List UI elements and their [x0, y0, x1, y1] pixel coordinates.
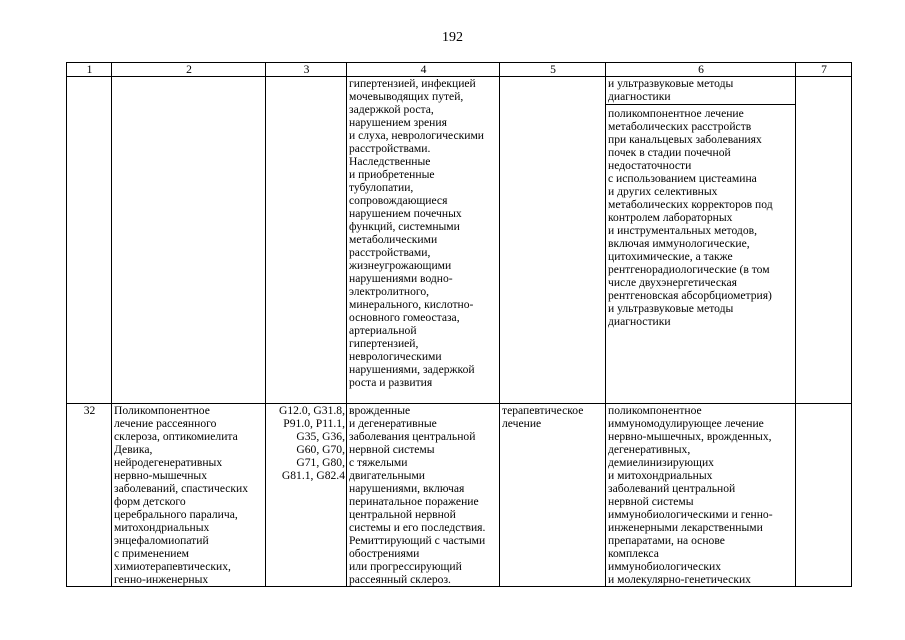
- page-number: 192: [442, 30, 463, 45]
- text-line: иммунобиологическими и генно-: [608, 508, 773, 521]
- text-line: нервно-мышечных: [114, 469, 208, 482]
- text-line: заболеваний, спастических: [114, 482, 249, 495]
- text-line: задержкой роста,: [349, 103, 434, 116]
- text-line: врожденные: [349, 404, 411, 417]
- text-line: G81.1, G82.4: [281, 469, 345, 482]
- text-line: нарушением почечных: [349, 207, 462, 220]
- text-line: Наследственные: [349, 155, 431, 168]
- text-line: рентгеновская абсорбциометрия): [608, 289, 772, 302]
- text-line: недостаточности: [608, 159, 692, 172]
- text-line: включая иммунологические,: [608, 237, 750, 250]
- text-line: Ремиттирующий с частыми: [349, 534, 486, 547]
- text-line: гипертензией, инфекцией: [349, 77, 476, 90]
- text-line: нарушениями, включая: [349, 482, 465, 495]
- text-line: и ультразвуковые методы: [608, 77, 734, 90]
- text-line: нервно-мышечных, врожденных,: [608, 430, 772, 443]
- column-header: 3: [266, 63, 347, 77]
- text-line: и слуха, неврологическими: [349, 129, 485, 142]
- text-line: нарушениями водно-: [349, 272, 453, 285]
- text-line: при канальцевых заболеваниях: [608, 133, 762, 146]
- cell-number: [67, 77, 112, 404]
- text-line: системы и его последствия.: [349, 521, 486, 534]
- text-line: и ультразвуковые методы: [608, 302, 734, 315]
- text-line: метаболическими: [349, 233, 438, 246]
- text-line: митохондриальных: [114, 521, 210, 534]
- text-line: контролем лабораторных: [608, 211, 733, 224]
- continuation-row: [67, 77, 852, 404]
- text-line: церебрального паралича,: [114, 508, 238, 521]
- text-line: гипертензией,: [349, 337, 419, 350]
- text-line: нервной системы: [349, 443, 435, 456]
- text-line: инженерными лекарственными: [608, 521, 763, 534]
- text-line: метаболических корректоров под: [608, 198, 773, 211]
- cell-cost: [796, 404, 852, 587]
- cell-patient-model: [347, 77, 500, 404]
- text-line: функций, системными: [349, 220, 460, 233]
- text-line: и дегенеративные: [349, 417, 437, 430]
- text-line: или прогрессирующий: [349, 560, 462, 573]
- text-line: и инструментальных методов,: [608, 224, 757, 237]
- text-line: неврологическими: [349, 350, 442, 363]
- text-line: нервной системы: [608, 495, 694, 508]
- text-line: двигательными: [349, 469, 425, 482]
- cell-treatment-name: [112, 77, 266, 404]
- row-number: 32: [67, 404, 112, 587]
- text-line: перинатальное поражение: [349, 495, 479, 508]
- text-line: тубулопатии,: [349, 181, 414, 194]
- text-line: нарушениями, задержкой: [349, 363, 475, 376]
- cell-icd-codes: [266, 77, 347, 404]
- top-scan-edge: [0, 0, 905, 1]
- text-line: артериальной: [349, 324, 417, 337]
- column-header: 5: [500, 63, 606, 77]
- text-line: числе двухэнергетическая: [608, 276, 737, 289]
- text-line: демиелинизирующих: [608, 456, 714, 469]
- text-line: G60, G70,: [296, 443, 345, 456]
- text-line: G35, G36,: [296, 430, 345, 443]
- column-header: 4: [347, 63, 500, 77]
- text-line: склероза, оптикомиелита: [114, 430, 238, 443]
- cell-treatment-type: [500, 77, 606, 404]
- text-line: Девика,: [114, 443, 153, 456]
- text-line: с применением: [114, 547, 189, 560]
- text-line: G71, G80,: [296, 456, 345, 469]
- text-line: лечение: [502, 417, 542, 430]
- method-text: [608, 107, 794, 328]
- text-line: мочевыводящих путей,: [349, 90, 464, 103]
- text-line: иммуномодулирующее лечение: [608, 417, 764, 430]
- text-line: иммунобиологических: [608, 560, 722, 573]
- cell-treatment-method: [606, 77, 796, 404]
- text-line: и приобретенные: [349, 168, 435, 181]
- text-line: G12.0, G31.8,: [278, 404, 345, 417]
- previous-method-tail: [606, 77, 795, 105]
- text-line: дегенеративных,: [608, 443, 691, 456]
- text-line: Поликомпонентное: [114, 404, 210, 417]
- text-line: роста и развития: [349, 376, 433, 389]
- column-header: 2: [112, 63, 266, 77]
- text-line: рассеянный склероз.: [349, 573, 451, 586]
- cell-treatment-method: [606, 404, 796, 587]
- text-line: поликомпонентное лечение: [608, 107, 744, 120]
- cell-treatment-type: [500, 404, 606, 587]
- cell-patient-model: [347, 404, 500, 587]
- text-line: диагностики: [608, 90, 671, 103]
- text-line: заболевания центральной: [349, 430, 476, 443]
- column-header: 1: [67, 63, 112, 77]
- text-line: жизнеугрожающими: [349, 259, 452, 272]
- text-line: основного гомеостаза,: [349, 311, 460, 324]
- text-line: с использованием цистеамина: [608, 172, 757, 185]
- text-line: обострениями: [349, 547, 420, 560]
- text-line: и молекулярно-генетических: [608, 573, 751, 586]
- column-number-header-row: [67, 63, 852, 77]
- text-line: сопровождающиеся: [349, 194, 448, 207]
- text-line: P91.0, P11.1,: [283, 417, 345, 430]
- text-line: энцефаломиопатий: [114, 534, 209, 547]
- text-line: терапевтическое: [502, 404, 584, 417]
- text-line: лечение рассеянного: [114, 417, 217, 430]
- text-line: генно-инженерных: [114, 573, 209, 586]
- table-row-32: [67, 404, 852, 587]
- text-line: электролитного,: [349, 285, 430, 298]
- text-line: расстройствами,: [349, 246, 431, 259]
- text-line: форм детского: [114, 495, 186, 508]
- cell-cost: [796, 77, 852, 404]
- text-line: и других селективных: [608, 185, 718, 198]
- text-line: почек в стадии почечной: [608, 146, 731, 159]
- text-line: поликомпонентное: [608, 404, 702, 417]
- text-line: нейродегенеративных: [114, 456, 223, 469]
- text-line: заболеваний центральной: [608, 482, 736, 495]
- text-line: химиотерапевтических,: [114, 560, 231, 573]
- text-line: и митохондриальных: [608, 469, 713, 482]
- text-line: препаратами, на основе: [608, 534, 725, 547]
- column-header: 6: [606, 63, 796, 77]
- text-line: с тяжелыми: [349, 456, 408, 469]
- column-header: 7: [796, 63, 852, 77]
- text-line: расстройствами.: [349, 142, 431, 155]
- cell-icd-codes: [266, 404, 347, 587]
- text-line: нарушением зрения: [349, 116, 447, 129]
- text-line: диагностики: [608, 315, 671, 328]
- text-line: рентгенорадиологические (в том: [608, 263, 770, 276]
- text-line: цитохимические, а также: [608, 250, 733, 263]
- text-line: минерального, кислотно-: [349, 298, 474, 311]
- text-line: метаболических расстройств: [608, 120, 752, 133]
- text-line: центральной нервной: [349, 508, 456, 521]
- text-line: комплекса: [608, 547, 659, 560]
- cell-treatment-name: [112, 404, 266, 587]
- medical-care-table: [66, 62, 852, 587]
